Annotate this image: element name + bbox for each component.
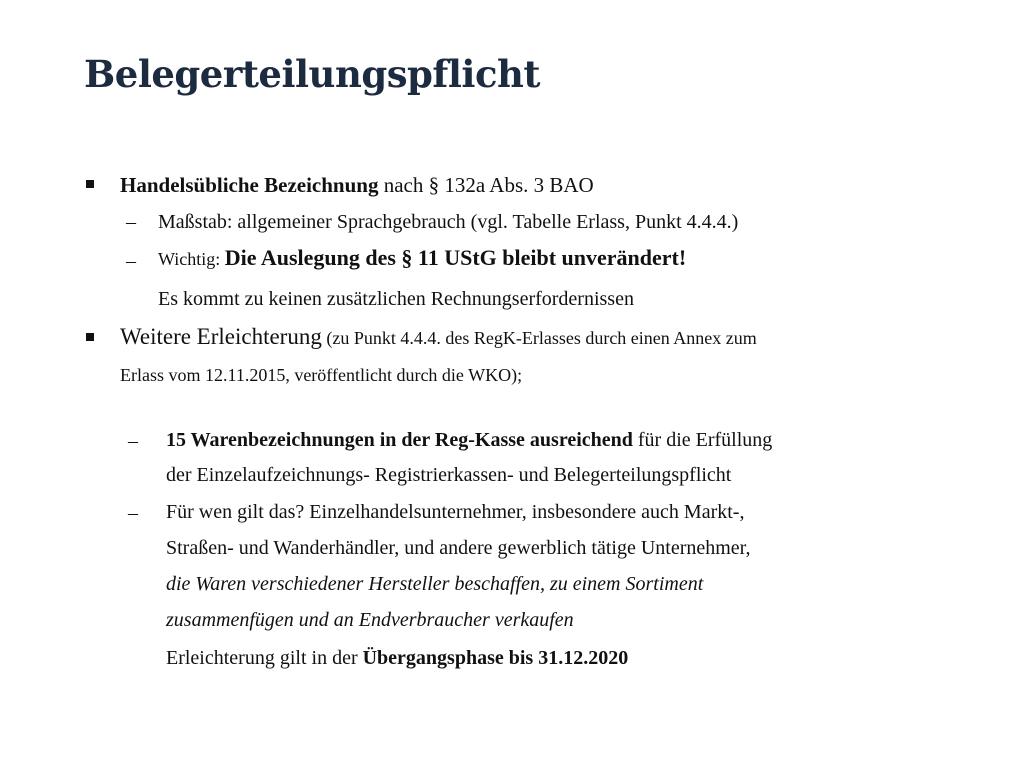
bullet-square-icon	[86, 180, 94, 188]
bullet-2	[120, 324, 757, 351]
dash-item-2-line5	[166, 645, 628, 671]
dash-item-2-line5-bold: Übergangsphase bis 31.12.2020	[362, 647, 629, 669]
bullet-1-bold: Handelsübliche Bezeichnung	[120, 173, 379, 197]
bullet-2-line2: Erlass vom 12.11.2015, veröffentlicht durch die WKO);	[120, 365, 523, 385]
dash-item-2-line2: Straßen- und Wanderhändler, und andere gewerblich tätige Unternehmer,	[166, 537, 751, 559]
bullet-2-paren: (zu Punkt 4.4.4. des RegK-Erlasses durch einen Annex zum	[321, 328, 757, 348]
dash-item-2-line5-prefix: Erleichterung gilt in der	[166, 647, 363, 669]
bullet-1-rest: nach § 132a Abs. 3 BAO	[378, 173, 594, 197]
sub-bullet-2-line2: Es kommt zu keinen zusätzlichen Rechnungserfordernissen	[158, 288, 634, 310]
slide-title: Belegerteilungspflicht	[84, 52, 540, 96]
dash-item-1-rest: für die Erfüllung	[632, 429, 773, 451]
sub-bullet-1: Maßstab: allgemeiner Sprachgebrauch (vgl. Tabelle Erlass, Punkt 4.4.4.)	[158, 211, 739, 233]
bullet-square-icon	[86, 333, 94, 341]
dash-item-2: Für wen gilt das? Einzelhandelsunternehmer, insbesondere auch Markt-,	[166, 501, 745, 523]
dash-item-1-bold: 15 Warenbezeichnungen in der Reg-Kasse ausreichend	[166, 429, 633, 451]
dash-icon: –	[128, 430, 138, 452]
dash-icon: –	[128, 502, 138, 524]
dash-icon: –	[126, 250, 136, 272]
dash-item-2-line3: die Waren verschiedener Hersteller beschaffen, zu einem Sortiment	[166, 573, 704, 595]
dash-item-1-line2: der Einzelaufzeichnungs- Registrierkassen- und Belegerteilungspflicht	[166, 464, 732, 486]
sub-bullet-2-bold: Die Auslegung des § 11 UStG bleibt unverändert!	[224, 245, 687, 270]
dash-icon: –	[126, 211, 136, 233]
dash-item-2-line4: zusammenfügen und an Endverbraucher verkaufen	[166, 609, 574, 631]
sub-bullet-2	[158, 245, 686, 272]
bullet-2-lead: Weitere Erleichterung	[120, 324, 322, 349]
dash-item-1	[166, 427, 772, 453]
sub-bullet-2-prefix: Wichtig:	[158, 249, 225, 269]
bullet-1	[120, 172, 594, 198]
